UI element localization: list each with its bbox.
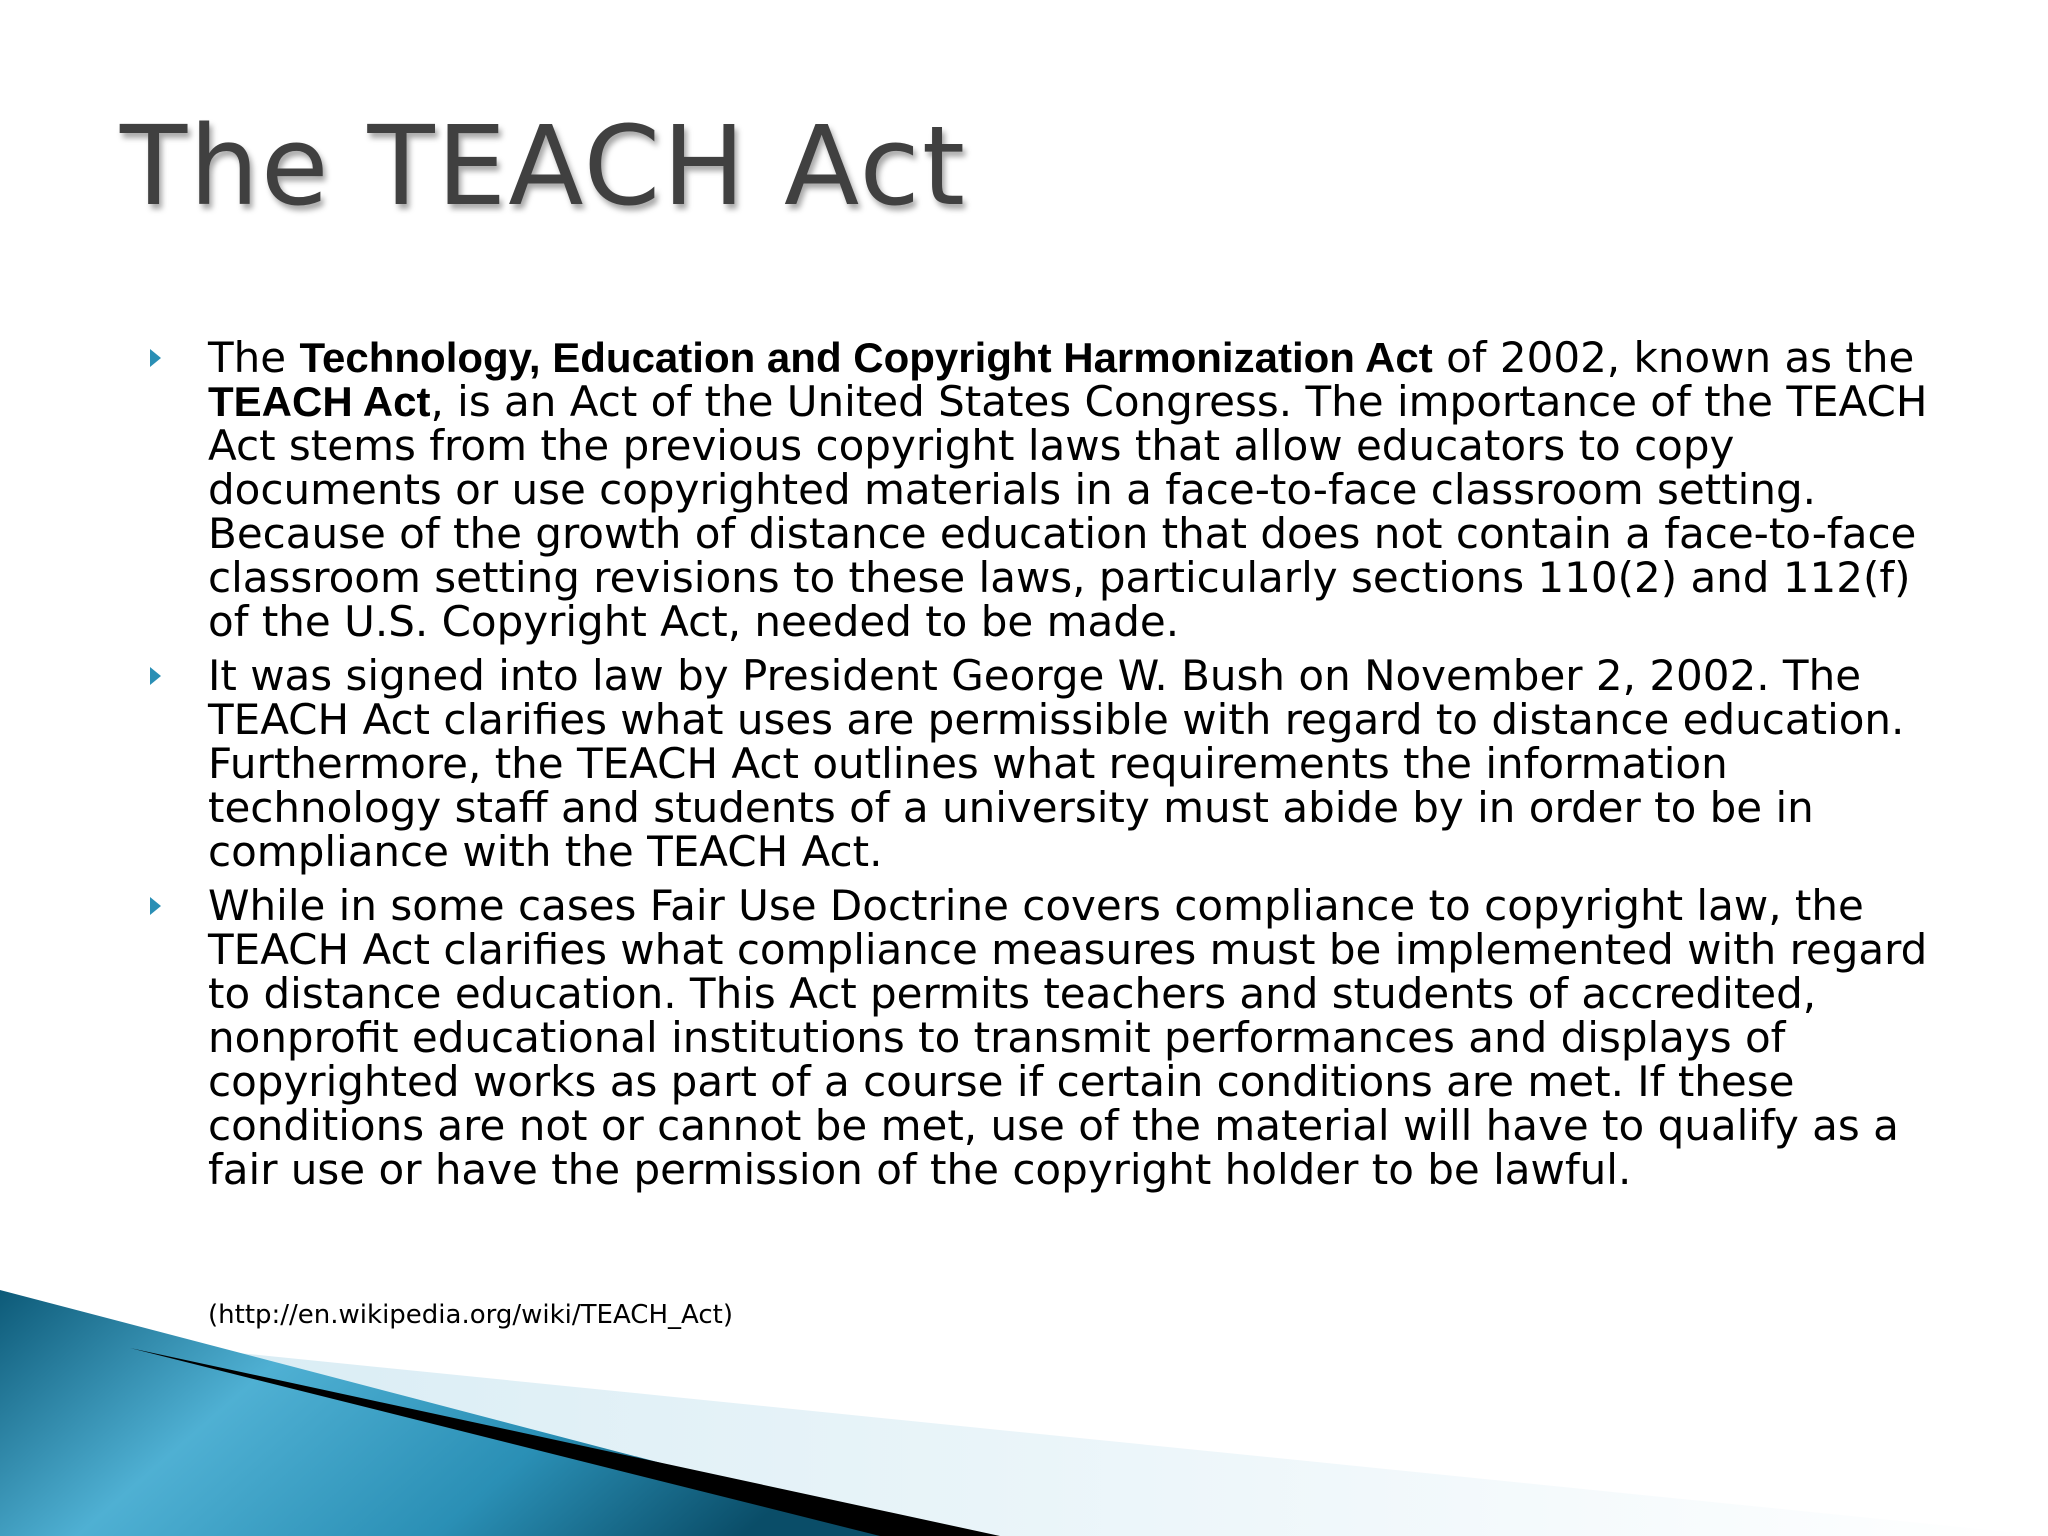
bullet-text: It was signed into law by President George W. Bush on November 2, 2002. The TEACH Act clarifies what uses are permissible with regard to distance education. Furthermore, the TEACH Act outlines what requirements the information technology staff and students of a university must abide by in order to be in compliance with the TEACH Act. [208, 651, 1905, 876]
bullet-text: of 2002, known as the [1432, 333, 1915, 382]
bullet-text: While in some cases Fair Use Doctrine covers compliance to copyright law, the TEACH Act clarifies what compliance measures must be implemented with regard to distance education. This Act permits teachers and students of accredited, nonprofit educational institutions to transmit performances and displays of copyrighted works as part of a course if certain conditions are met. If these conditions are not or cannot be met, use of the material will have to qualify as a fair use or have the permission of the copyright holder to be lawful. [208, 881, 1928, 1194]
bullet-item-2 [150, 651, 1940, 876]
bullet-text: , is an Act of the United States Congress. The importance of the TEACH Act stems from the previous copyright laws that allow educators to copy documents or use copyrighted materials in a face-to-face classroom setting. Because of the growth of distance education that does not contain a face-to-face classroom setting revisions to these laws, particularly sections 110(2) and 112(f) of the U.S. Copyright Act, needed to be made. [208, 377, 1928, 646]
bullet-arrow-icon [150, 897, 161, 915]
bullet-text: The [208, 333, 300, 382]
bold-short-name: TEACH Act [208, 378, 431, 425]
bold-act-name: Technology, Education and Copyright Harmonization Act [299, 334, 1433, 381]
bullet-item-3 [150, 881, 1940, 1194]
bullet-arrow-icon [150, 667, 161, 685]
bullet-list [150, 333, 1940, 1202]
bullet-item-1 [150, 333, 1940, 646]
source-citation: (http://en.wikipedia.org/wiki/TEACH_Act) [208, 1300, 733, 1330]
page-title: The TEACH Act [120, 102, 967, 230]
bullet-arrow-icon [150, 349, 161, 367]
